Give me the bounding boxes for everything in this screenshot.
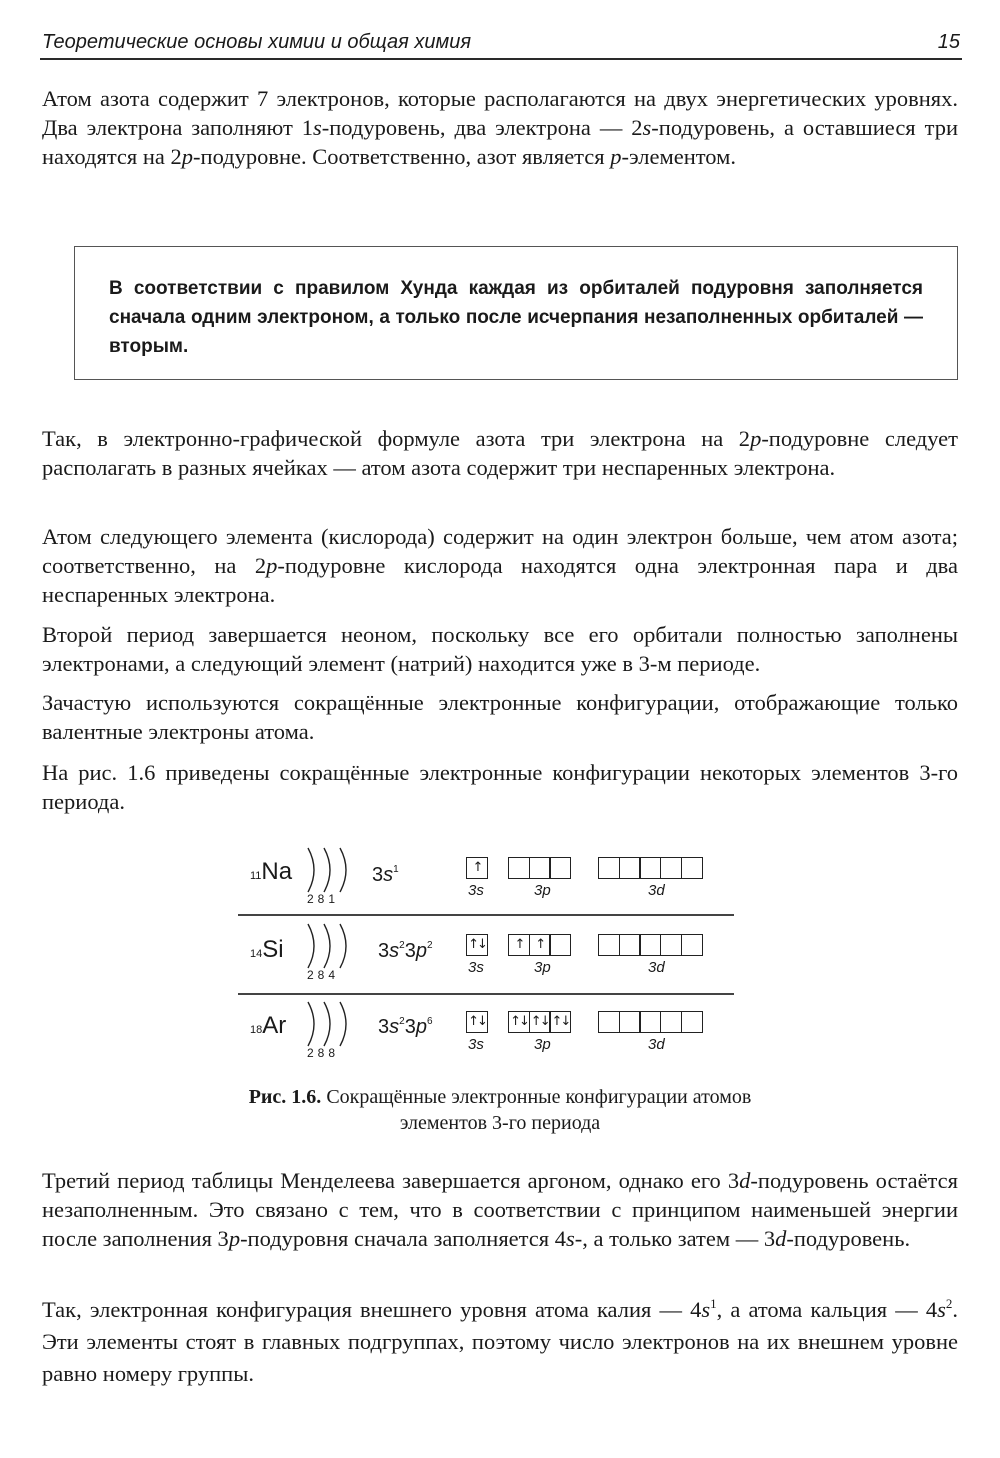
orbital-cell bbox=[639, 857, 661, 879]
orbital-cell bbox=[619, 1011, 641, 1033]
element-symbol-na: 11Na bbox=[250, 858, 293, 885]
sublevel-label-3s: 3s bbox=[468, 882, 484, 899]
row-separator bbox=[238, 993, 734, 995]
shell-counts: 288 bbox=[307, 1046, 340, 1060]
sublevel-label-3p: 3p bbox=[534, 1036, 551, 1053]
orbital-3p-cells bbox=[508, 1011, 571, 1033]
electron-shells-arcs bbox=[304, 846, 358, 898]
paragraph-short-configs: Зачастую используются сокращённые электронные конфигурации, отображающие только валентные электроны атома. bbox=[42, 690, 958, 744]
orbital-cell bbox=[660, 1011, 682, 1033]
orbital-cell bbox=[508, 857, 530, 879]
paragraph-oxygen: Атом следующего элемента (кислорода) содержит на один электрон больше, чем атом азота; соответственно, на 2p-подуровне кислорода находятся одна электронная пара и два неспаренных электрона. bbox=[42, 524, 958, 607]
orbital-cell bbox=[660, 934, 682, 956]
paragraph-nitrogen: Атом азота содержит 7 электронов, которые располагаются на двух энергетических уровнях. Два электрона заполняют 1s-подуровень, два электрона — 2s-подуровень, а оставшиеся три находятся на 2p-подуровне. Соответственно, азот является p-элементом. bbox=[42, 86, 958, 169]
orbital-cell bbox=[681, 934, 703, 956]
sublevel-label-3s: 3s bbox=[468, 959, 484, 976]
orbital-cell: ↑↓ bbox=[529, 1011, 551, 1033]
electron-config: $3s^23p^2$ bbox=[378, 940, 433, 962]
orbital-cell: ↑ bbox=[508, 934, 530, 956]
electron-config: $3s^23p^6$ bbox=[378, 1016, 433, 1038]
paragraph-nitrogen-orbitals: Так, в электронно-графической формуле азота три электрона на 2p-подуровне следует располагать в разных ячейках — атом азота содержит три неспаренных электрона. bbox=[42, 426, 958, 480]
paragraph-figure-ref: На рис. 1.6 приведены сокращённые электронные конфигурации некоторых элементов 3-го периода. bbox=[42, 760, 958, 814]
electron-shells-arcs bbox=[304, 1000, 358, 1052]
orbital-cell bbox=[598, 1011, 620, 1033]
orbital-3d-cells bbox=[598, 857, 703, 879]
electron-config: $3s^1$ bbox=[372, 864, 399, 886]
orbital-cell bbox=[639, 934, 661, 956]
orbital-cell bbox=[529, 857, 551, 879]
orbital-cell bbox=[619, 857, 641, 879]
electron-shells-arcs bbox=[304, 922, 358, 974]
sublevel-label-3d: 3d bbox=[648, 882, 665, 899]
orbital-cell bbox=[639, 1011, 661, 1033]
orbital-cell bbox=[619, 934, 641, 956]
orbital-cell: ↑↓ bbox=[466, 1011, 488, 1033]
element-symbol-ar: 18Ar bbox=[250, 1012, 287, 1039]
orbital-cell bbox=[598, 934, 620, 956]
figure-electron-configs bbox=[230, 840, 750, 1080]
orbital-cell: ↑↓ bbox=[508, 1011, 530, 1033]
caption-line-2: элементов 3-го периода bbox=[399, 1112, 601, 1134]
page-header bbox=[40, 28, 962, 60]
orbital-3p-cells bbox=[508, 934, 571, 956]
sublevel-label-3p: 3p bbox=[534, 882, 551, 899]
caption-line-1: Сокращённые электронные конфигурации атомов bbox=[326, 1086, 752, 1108]
orbital-cell bbox=[598, 857, 620, 879]
caption-number: Рис. 1.6. bbox=[248, 1086, 322, 1108]
orbital-cell: ↑ bbox=[466, 857, 488, 879]
sublevel-label-3s: 3s bbox=[468, 1036, 484, 1053]
orbital-3s-cells bbox=[466, 857, 488, 879]
orbital-3d-cells bbox=[598, 934, 703, 956]
sublevel-label-3d: 3d bbox=[648, 959, 665, 976]
paragraph-argon: Третий период таблицы Менделеева завершается аргоном, однако его 3d-подуровень остаётся незаполненным. Это связано с тем, что в соответствии с принципом наименьшей энергии после заполнения 3p-подуровня сначала заполняется 4s-, а только затем — 3d-подуровень. bbox=[42, 1168, 959, 1251]
paragraph-neon: Второй период завершается неоном, поскольку все его орбитали полностью заполнены электронами, а следующий элемент (натрий) находится уже в 3-м периоде. bbox=[42, 622, 958, 676]
orbital-cell bbox=[681, 857, 703, 879]
orbital-cell bbox=[549, 934, 571, 956]
sublevel-label-3p: 3p bbox=[534, 959, 551, 976]
orbital-cell: ↑↓ bbox=[549, 1011, 571, 1033]
hund-rule-box bbox=[74, 246, 958, 380]
shell-counts: 281 bbox=[307, 892, 340, 906]
sublevel-label-3d: 3d bbox=[648, 1036, 665, 1053]
orbital-cell bbox=[660, 857, 682, 879]
orbital-cell bbox=[681, 1011, 703, 1033]
orbital-3s-cells bbox=[466, 934, 488, 956]
element-symbol-si: 14Si bbox=[250, 936, 284, 963]
figure-caption bbox=[150, 1084, 850, 1136]
hund-rule-text: В соответствии с правилом Хунда каждая из орбиталей подуровня заполняется сначала одним электроном, а только после исчерпания незаполненных орбиталей — вторым. bbox=[109, 278, 923, 357]
orbital-3s-cells bbox=[466, 1011, 488, 1033]
orbital-cell bbox=[549, 857, 571, 879]
page-number: 15 bbox=[937, 31, 960, 53]
row-separator bbox=[238, 914, 734, 916]
shell-counts: 284 bbox=[307, 968, 340, 982]
orbital-3p-cells bbox=[508, 857, 571, 879]
orbital-cell: ↑↓ bbox=[466, 934, 488, 956]
running-title: Теоретические основы химии и общая химия bbox=[42, 31, 472, 53]
orbital-3d-cells bbox=[598, 1011, 703, 1033]
paragraph-potassium-calcium: Так, электронная конфигурация внешнего уровня атома калия — $4s^1$, а атома кальция — $4s^2$. Эти элементы стоят в главных подгруппах, поэтому число электронов на их внешнем уровне равно номеру группы. bbox=[42, 1296, 958, 1386]
orbital-cell: ↑ bbox=[529, 934, 551, 956]
